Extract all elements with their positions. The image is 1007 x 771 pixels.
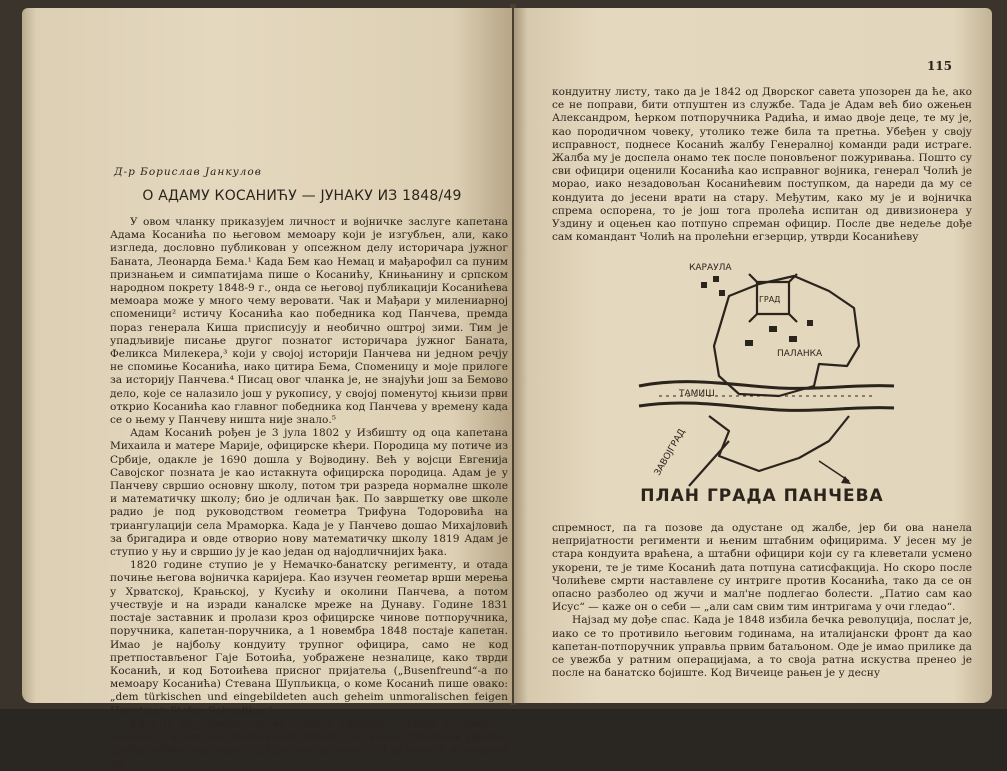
paragraph: спремност, па га позове да одустане од жалбе, јер би ова нанела непријатности регименти и њеним штабним официрима. У јесен му је стара кондуита враћена, а штабни официри који су га клеветали усмено укорени, те је тиме Косанић дата потпуна сатисфакција. Но скоро после Чолићеве смрти наставлене су интриге против Косанића, тако да се он опасно разболео од жучи и мал'не подлегао болести. „Патио сам као Исус“ — каже он о себи — „али сам свим тим интригама у очи гледао“.: [552, 522, 972, 614]
left-page: [22, 8, 512, 770]
fortress-wall: [714, 276, 859, 396]
map-label-karaula: КАРАУЛА: [689, 263, 732, 273]
right-page-body-bottom: [552, 522, 972, 680]
left-page-body: [110, 216, 508, 771]
article-title: О АДАМУ КОСАНИЋУ — ЈУНАКУ ИЗ 1848/49: [142, 188, 462, 204]
map-label-tamis: ТАМИШ: [679, 389, 715, 399]
paragraph: кондуитну листу, тако да је 1842 од Дворског савета упозорен да ће, ако се не поправи, бити отпуштен из службе. Тада је Адам већ био ожењен Александром, ћерком потпоручника Радића, и имао двоје деце, те му је, као породичном човеку, утолико теже била та претња. Убеђен у своју исправност, поднесе Косанић жалбу Генералној команди ради истраге. Жалба му је доспела онамо тек после поновљеног пожуривања. Пошто су сви официри оценили Косанића као исправног војника, генерал Чолић је морао, иако незадовољан Косанићевим поступком, да нареди да му се кондуита до јесени врати на стару. Међутим, како му је и војничка спрема оспорена, то је још тога пролећа испитан од дивизионера у Уздину и оцењен као потпуно спреман официр. После две недеље дође сам командант Чолић на пролећни егзерцир, утврди Косанићеву: [552, 86, 972, 244]
map-label-grad: ГРАД: [759, 295, 781, 304]
paragraph: Адам Косанић рођен је 3 јула 1802 у Избишту од оца капетана Михаила и матере Марије, официрске кћери. Породица му потиче из Србије, одакле је 1690 дошла у Војводину. Већ у војсци Евгенија Савојског позната је као истакнута официрска породица. Адам је у Панчеву свршио основну школу, потом три разреда нормалне школе и математичку школу; био је одличан ђак. По завршетку ове школе радио је под руководством геометра Трифуна Тодоровића на триангулацији села Мраморка. Када је у Панчево дошао Михајловић за бригадира и овде отворио нову математичку школу 1819 Адам је ступио у њу и свршио ју је као један од најодличнијих ђака.: [110, 427, 508, 559]
paragraph: Када је Шупљикац постао штабни официр — пише Косанић — почела је и његова, Косанићева звезда да тамни. Пуковник Душан, среброљубац, подбадан од Шупљикца, почео га је гонити и кварити му: [110, 717, 508, 770]
page-number: 115: [926, 59, 952, 73]
paragraph: 1820 године ступио је у Немачко-банатску регименту, и отада почиње његова војничка каријера. Као изучен геометар врши мерења у Хрватској, Крањској, у Кусићу и околини Панчева, а потом учествује и на изради каналске мреже на Дунаву. Године 1831 постаје заставник и пролази кроз официрске чинове потпоручника, поручника, капетан-поручника, а 1 новембра 1848 постаје капетан. Имао је најбољу кондуиту трупног официра, само не код претпостављеног Гаје Ботоића, уображене незналице, како тврди Косанић, и код Ботоићева присног пријатеља („Busenfreund“-а по мемоару Косанића) Стевана Шупљикца, о коме Косанић пише овако: „dem türkischen und eingebildeten auch geheim unmoralischen feigen Hauptman Stefan Schuplikac“.: [110, 559, 508, 717]
pancevo-map-illustration: [619, 236, 909, 511]
map-caption: ПЛАН ГРАДА ПАНЧЕВА: [640, 486, 884, 506]
tamis-river: [639, 382, 894, 389]
map-label-zavojgrad: ЗАВОЈГРАД: [652, 427, 688, 478]
paragraph: Најзад му дође спас. Када је 1848 избила бечка револуција, послат је, иако се то противило његовим годинама, на италијански фронт да као капетан-потпоручник управља првим батаљоном. Оде је имао прилике да се увежба у ратним операцијама, а то своја ратна искуства пренео је после на банатско бојиште. Код Вичеице рањен је у десну: [552, 614, 972, 680]
lower-bastion: [709, 416, 849, 471]
paragraph: У овом чланку приказујем личност и војничке заслуге капетана Адама Косанића по његовом мемоару који је изгубљен, али, како изгледа, дословно публикован у опсежном делу историчара јужног Баната, Леонарда Бема.¹ Када Бем као Немац и мађарофил са пуним признањем и симпатијама пише о Косанићу, Книњанину и српском народном покрету 1848-9 г., онда се његовој публикацији Косанићева мемоара може у много чему веровати. Чак и Мађари у милениарној споменици² истичу Косанића као победника код Панчева, премда пораз генерала Киша присписују и необично оштрој зими. Тим је упадљивије писање другог познатог историчара јужног Баната, Феликса Милекера,³ који у својој историји Панчева ни једном речју не спомиње Косанића, иако цитира Бема, Споменицу и моје прилоге за историју Панчева.⁴ Писац овог чланка је, не знајући још за Бемово дело, које се налазило још у рукопису, у својој поменутој књизи први открио Косанића као главног победника код Панчева у времену када се о њему у Панчеву ништа није знало.⁵: [110, 216, 508, 427]
article-author: Д-р Борислав Јанкулов: [114, 166, 262, 178]
right-page-body-top: [552, 86, 972, 244]
right-page: [514, 8, 992, 703]
map-label-palanka: ПАЛАНКА: [777, 349, 823, 359]
road: [689, 441, 729, 486]
